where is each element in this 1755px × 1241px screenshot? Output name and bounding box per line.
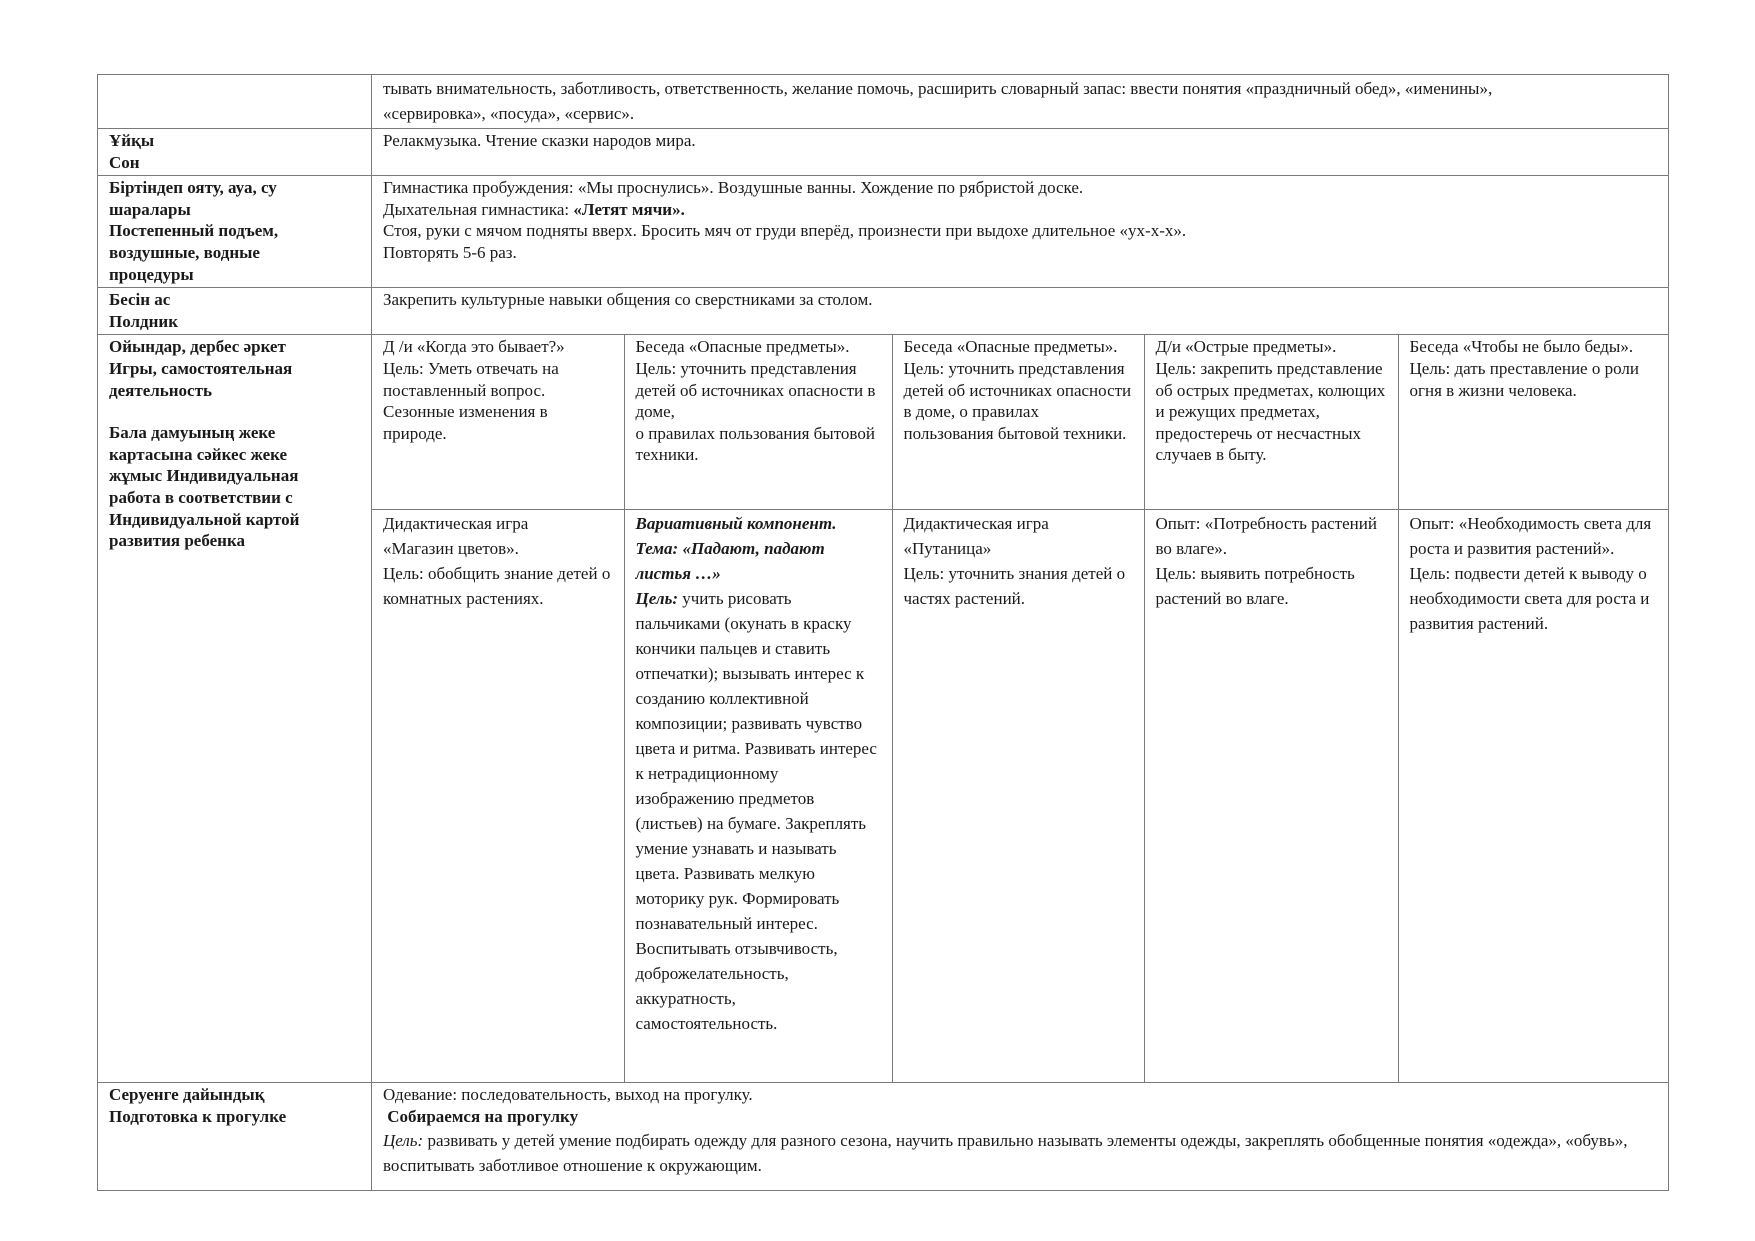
row-sleep-label <box>98 129 372 176</box>
games-label-7: работа в соответствии с <box>109 487 293 507</box>
wakeup-label-1: Біртіндеп ояту, ауа, су <box>109 178 277 198</box>
games-top-cell-4: Д/и «Острые предметы». Цель: закрепить представление об острых предметах, колющих и режущих предметах, предостеречь от несчастных случаев в быту. <box>1144 335 1398 509</box>
row-walk-content <box>372 1083 1669 1191</box>
row-sleep-content <box>372 129 1669 176</box>
games-label-3: деятельность <box>109 380 212 400</box>
sleep-text: Релакмузыка. Чтение сказки народов мира. <box>383 131 696 150</box>
variative-goal <box>636 586 881 1036</box>
variative-heading: Вариативный компонент. <box>635 513 837 533</box>
sleep-label-ru: Сон <box>109 152 140 172</box>
games-top-cell-3: Беседа «Опасные предметы». Цель: уточнить представления детей об источниках опасности в доме, о правилах пользования бытовой техники. <box>892 335 1144 509</box>
wakeup-line-3: Стоя, руки с мячом подняты вверх. Бросить мяч от груди вперёд, произнести при выдохе длительное «ух-х-х». <box>383 221 1187 241</box>
games-label-4: Бала дамуының жеке <box>109 423 276 443</box>
wakeup-line-2 <box>383 199 1657 221</box>
games-bottom-row <box>372 509 1669 1082</box>
games-label-gap <box>109 401 360 422</box>
games-bottom-cell-2 <box>624 509 892 1082</box>
row-games <box>98 335 1669 1083</box>
row-games-label <box>98 335 372 1083</box>
schedule-table <box>97 74 1669 1191</box>
games-label-6: жұмыс Индивидуальная <box>109 466 299 486</box>
row-snack-label <box>98 288 372 335</box>
games-top-cell-1: Д /и «Когда это бывает?» Цель: Уметь отвечать на поставленный вопрос. Сезонные изменения в природе. <box>372 335 624 509</box>
wakeup-label-2: шаралары <box>109 199 191 219</box>
games-bottom-cell-3: Дидактическая игра «Путаница» Цель: уточнить знания детей о частях растений. <box>892 509 1144 1082</box>
row-walk-label <box>98 1083 372 1191</box>
games-label-5: картасына сәйкес жеке <box>109 444 288 464</box>
games-bottom-cell-5: Опыт: «Необходимость света для роста и развития растений». Цель: подвести детей к выводу о необходимости света для роста и развития растений. <box>1398 509 1669 1082</box>
walk-label-ru: Подготовка к прогулке <box>109 1106 287 1126</box>
wakeup-label-4: воздушные, водные <box>109 242 260 262</box>
walk-goal-text: развивать у детей умение подбирать одежду для разного сезона, научить правильно называть элементы одежды, закреплять обобщенные понятия «одежда», «обувь», воспитывать заботливое отношение к окружающим. <box>383 1130 1628 1175</box>
snack-label-ru: Полдник <box>109 311 179 331</box>
variative-goal-label: Цель: <box>635 588 678 608</box>
walk-label-kz: Серуенге дайындық <box>109 1085 265 1105</box>
intro-line-2: «сервировка», «посуда», «сервис». <box>383 104 635 123</box>
wakeup-line-4: Повторять 5-6 раз. <box>383 242 517 262</box>
row-wakeup <box>98 176 1669 288</box>
wakeup-line-2-prefix: Дыхательная гимнастика: <box>383 199 574 219</box>
games-label-8: Индивидуальной картой <box>109 509 300 529</box>
walk-goal <box>383 1128 1657 1178</box>
games-top-cell-2: Беседа «Опасные предметы». Цель: уточнить представления детей об источниках опасности в доме, о правилах пользования бытовой техники. <box>624 335 892 509</box>
wakeup-line-2-bold: «Летят мячи». <box>573 199 685 219</box>
walk-goal-label: Цель: <box>383 1130 424 1150</box>
intro-line-1: тывать внимательность, заботливость, ответственность, желание помочь, расширить словарный запас: ввести понятия «праздничный обед», «именины», <box>383 79 1493 98</box>
wakeup-label-3: Постепенный подъем, <box>109 221 279 241</box>
schedule-sheet <box>97 74 1668 1191</box>
wakeup-label-5: процедуры <box>109 264 194 284</box>
sleep-label-kz: Ұйқы <box>109 131 155 150</box>
row-intro-content <box>372 75 1669 129</box>
walk-line-2: Собираемся на прогулку <box>383 1106 579 1126</box>
games-top-row <box>372 335 1669 509</box>
wakeup-line-1: Гимнастика пробуждения: «Мы проснулись». Воздушные ванны. Хождение по рябристой доске. <box>383 178 1084 198</box>
games-bottom-cell-1: Дидактическая игра «Магазин цветов». Цель: обобщить знание детей о комнатных растениях. <box>372 509 624 1082</box>
games-label-1: Ойындар, дербес әркет <box>109 337 286 357</box>
row-sleep <box>98 129 1669 176</box>
variative-theme: Тема: «Падают, падают листья …» <box>635 538 825 583</box>
row-wakeup-label <box>98 176 372 288</box>
games-top-cell-5: Беседа «Чтобы не было беды». Цель: дать преставление о роли огня в жизни человека. <box>1398 335 1669 509</box>
row-intro <box>98 75 1669 129</box>
row-snack <box>98 288 1669 335</box>
walk-line-1: Одевание: последовательность, выход на прогулку. <box>383 1085 753 1105</box>
games-bottom-cell-4: Опыт: «Потребность растений во влаге». Цель: выявить потребность растений во влаге. <box>1144 509 1398 1082</box>
row-intro-label <box>98 75 372 129</box>
games-label-9: развития ребенка <box>109 531 246 551</box>
row-games-grid <box>372 335 1669 1083</box>
row-snack-content <box>372 288 1669 335</box>
games-label-2: Игры, самостоятельная <box>109 358 293 378</box>
variative-goal-text: учить рисовать пальчиками (окунать в краску кончики пальцев и ставить отпечатки); вызывать интерес к созданию коллективной композиции; развивать чувство цвета и ритма. Развивать интерес к нетрадиционному изображению предметов (листьев) на бумаге. Закреплять умение узнавать и называть цвета. Развивать мелкую моторику рук. Формировать познавательный интерес. Воспитывать отзывчивость, доброжелательность, аккуратность, самостоятельность. <box>635 588 877 1033</box>
snack-text: Закрепить культурные навыки общения со сверстниками за столом. <box>383 290 873 310</box>
games-inner-table <box>372 335 1669 1082</box>
row-walk <box>98 1083 1669 1191</box>
row-wakeup-content <box>372 176 1669 288</box>
snack-label-kz: Бесін ас <box>109 290 171 310</box>
